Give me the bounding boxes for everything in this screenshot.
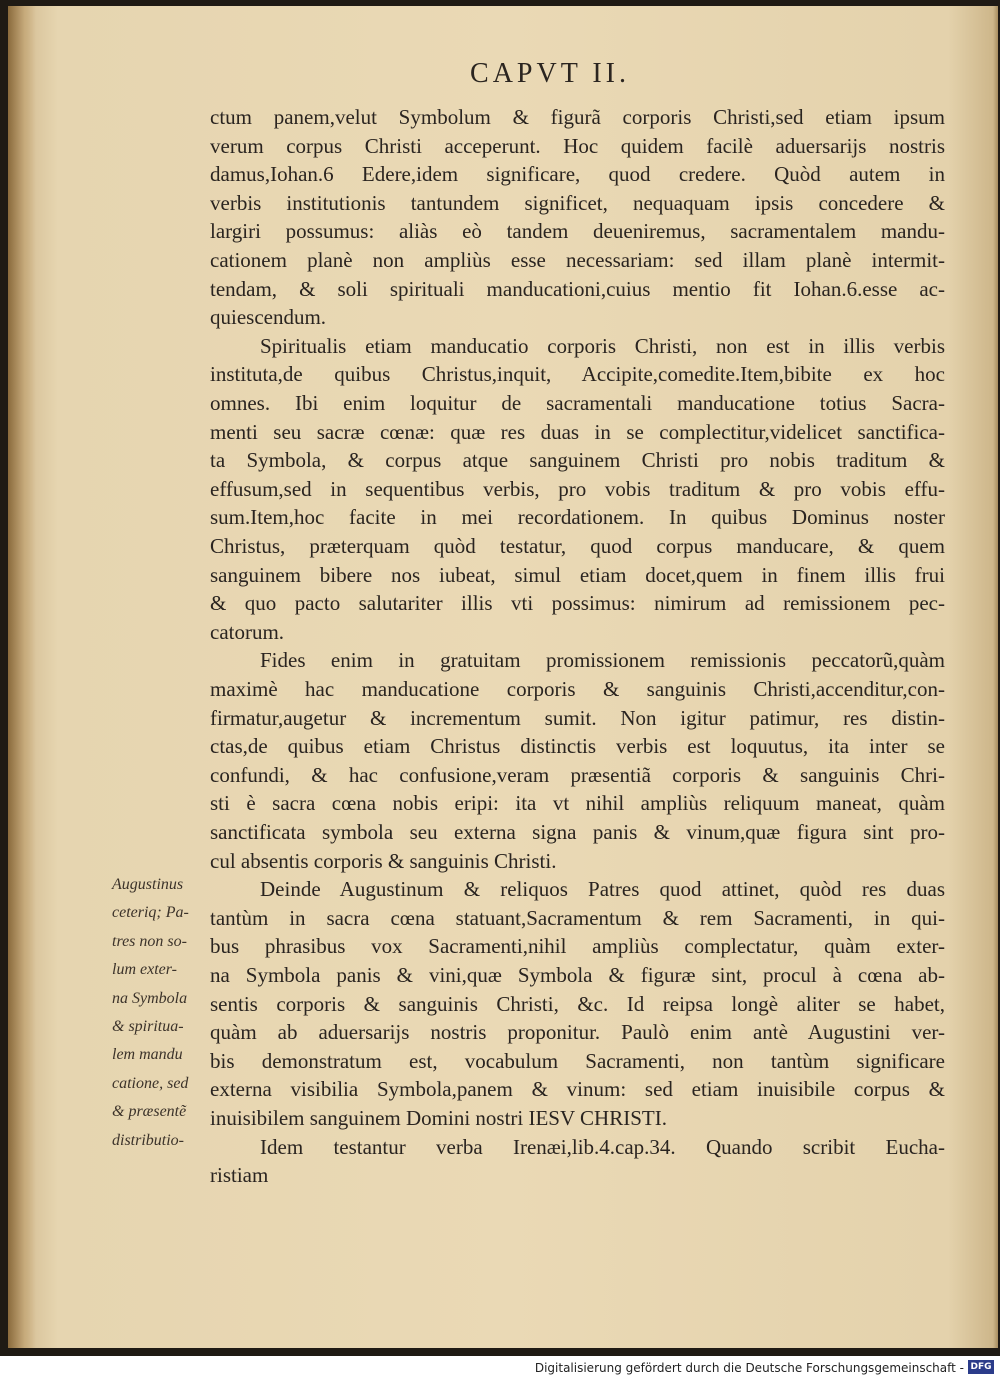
text-line: catorum. xyxy=(210,619,285,644)
marginal-note-line: Augustinus xyxy=(112,876,184,893)
marginal-note-line: tres non so- xyxy=(112,932,187,950)
text-line: ta Symbola, & corpus atque sanguinem Christi pro nobis traditum & xyxy=(210,448,945,473)
text-line: inuisibilem sanguinem Domini nostri IESV CHRISTI. xyxy=(210,1106,667,1130)
book-spine-shadow xyxy=(8,6,36,1348)
text-line: omnes. Ibi enim loquitur de sacramentali manducatione totius Sacra- xyxy=(210,391,945,415)
text-line: instituta,de quibus Christus,inquit, Accipite,comedite.Item,bibite ex hoc xyxy=(210,362,945,387)
text-line: quiescendum. xyxy=(210,305,327,330)
marginal-note-line: lem mandu xyxy=(112,1046,183,1064)
text-line: Idem testantur verba Irenæi,lib.4.cap.34. Quando scribit Eucha- xyxy=(260,1134,945,1159)
marginal-note-line: lum exter- xyxy=(112,961,177,979)
text-line: & quo pacto salutariter illis vti possimus: nimirum ad remissionem pec- xyxy=(210,591,945,616)
text-line: sanguinem bibere nos iubeat, simul etiam docet,quem in finem illis frui xyxy=(210,562,945,587)
funding-note: Digitalisierung gefördert durch die Deutsche Forschungsgemeinschaft - xyxy=(534,1361,964,1375)
text-line: cationem planè non ampliùs esse necessariam: sed illam planè intermit- xyxy=(210,248,945,272)
text-line: largiri possumus: aliàs eò tandem deueniremus, sacramentalem mandu- xyxy=(210,219,945,244)
text-line: ctum panem,velut Symbolum & figurã corporis Christi,sed etiam ipsum xyxy=(210,105,945,129)
footer-bar xyxy=(0,1357,1000,1379)
text-line: sentis corporis & sanguinis Christi, &c. Id reipsa longè aliter se habet, xyxy=(210,991,945,1016)
text-line: Christus, præterquam quòd testatur, quod corpus manducare, & quem xyxy=(210,534,945,558)
marginal-note-line: na Symbola xyxy=(112,989,188,1007)
text-line: damus,Iohan.6 Edere,idem significare, quod credere. Quòd autem in xyxy=(210,162,945,187)
text-line: quàm ab aduersarijs nostris proponitur. Paulò enim antè Augustini ver- xyxy=(210,1020,945,1045)
text-line: maximè hac manducatione corporis & sanguinis Christi,accenditur,con- xyxy=(210,677,945,701)
text-line: tendam, & soli spirituali manducationi,cuius mentio fit Iohan.6.esse ac- xyxy=(210,276,945,301)
text-line: sum.Item,hoc facite in mei recordationem. In quibus Dominus noster xyxy=(210,505,945,530)
text-line: tantùm in sacra cœna statuant,Sacramentum & rem Sacramenti, in qui- xyxy=(210,905,945,930)
marginal-note-line: distributio- xyxy=(112,1131,185,1149)
text-line: ctas,de quibus etiam Christus distinctis verbis est loquutus, ita inter se xyxy=(210,734,945,759)
text-line: confundi, & hac confusione,veram præsentiã corporis & sanguinis Chri- xyxy=(210,762,945,787)
running-header xyxy=(0,58,1000,90)
text-line: effusum,sed in sequentibus verbis, pro vobis traditum & pro vobis effu- xyxy=(210,476,945,501)
text-line: sanctificata symbola seu externa signa panis & vinum,quæ figura sint pro- xyxy=(210,820,945,844)
text-line: ristiam xyxy=(210,1163,269,1188)
text-line: bis demonstratum est, vocabulum Sacramenti, non tantùm significare xyxy=(210,1048,945,1073)
text-line: bus phrasibus vox Sacramenti,nihil ampliùs complectatur, quàm exter- xyxy=(210,934,945,959)
text-line: externa visibilia Symbola,panem & vinum: sed etiam inuisibile corpus & xyxy=(210,1077,945,1102)
text-line: verum corpus Christi acceperunt. Hoc quidem facilè aduersarijs nostris xyxy=(210,133,945,158)
dfg-logo: DFG xyxy=(968,1360,994,1374)
marginal-note-line: ceteriq; Pa- xyxy=(112,904,189,922)
text-line: Deinde Augustinum & reliquos Patres quod attinet, quòd res duas xyxy=(260,877,945,902)
text-line: sti è sacra cœna nobis eripi: ita vt nihil ampliùs reliquum maneat, quàm xyxy=(210,791,945,816)
page-title: CAPVT II. xyxy=(470,58,630,89)
text-line: cul absentis corporis & sanguinis Christi. xyxy=(210,848,557,873)
text-line: Spiritualis etiam manducatio corporis Christi, non est in illis verbis xyxy=(260,333,945,358)
text-line: menti seu sacræ cœnæ: quæ res duas in se complectitur,videlicet sanctifica- xyxy=(210,419,945,444)
marginal-note-line: & præsentẽ xyxy=(112,1103,187,1121)
marginal-note-line: & spiritua- xyxy=(112,1018,184,1035)
marginal-note-line: catione, sed xyxy=(112,1074,189,1092)
text-line: Fides enim in gratuitam promissionem remissionis peccatorũ,quàm xyxy=(260,648,945,673)
text-line: na Symbola panis & vini,quæ Symbola & figuræ sint, procul à cœna ab- xyxy=(210,963,945,987)
text-line: verbis institutionis tantundem significet, nequaquam ipsis concedere & xyxy=(210,190,945,215)
text-line: firmatur,augetur & incrementum sumit. Non igitur patimur, res distin- xyxy=(210,705,945,730)
